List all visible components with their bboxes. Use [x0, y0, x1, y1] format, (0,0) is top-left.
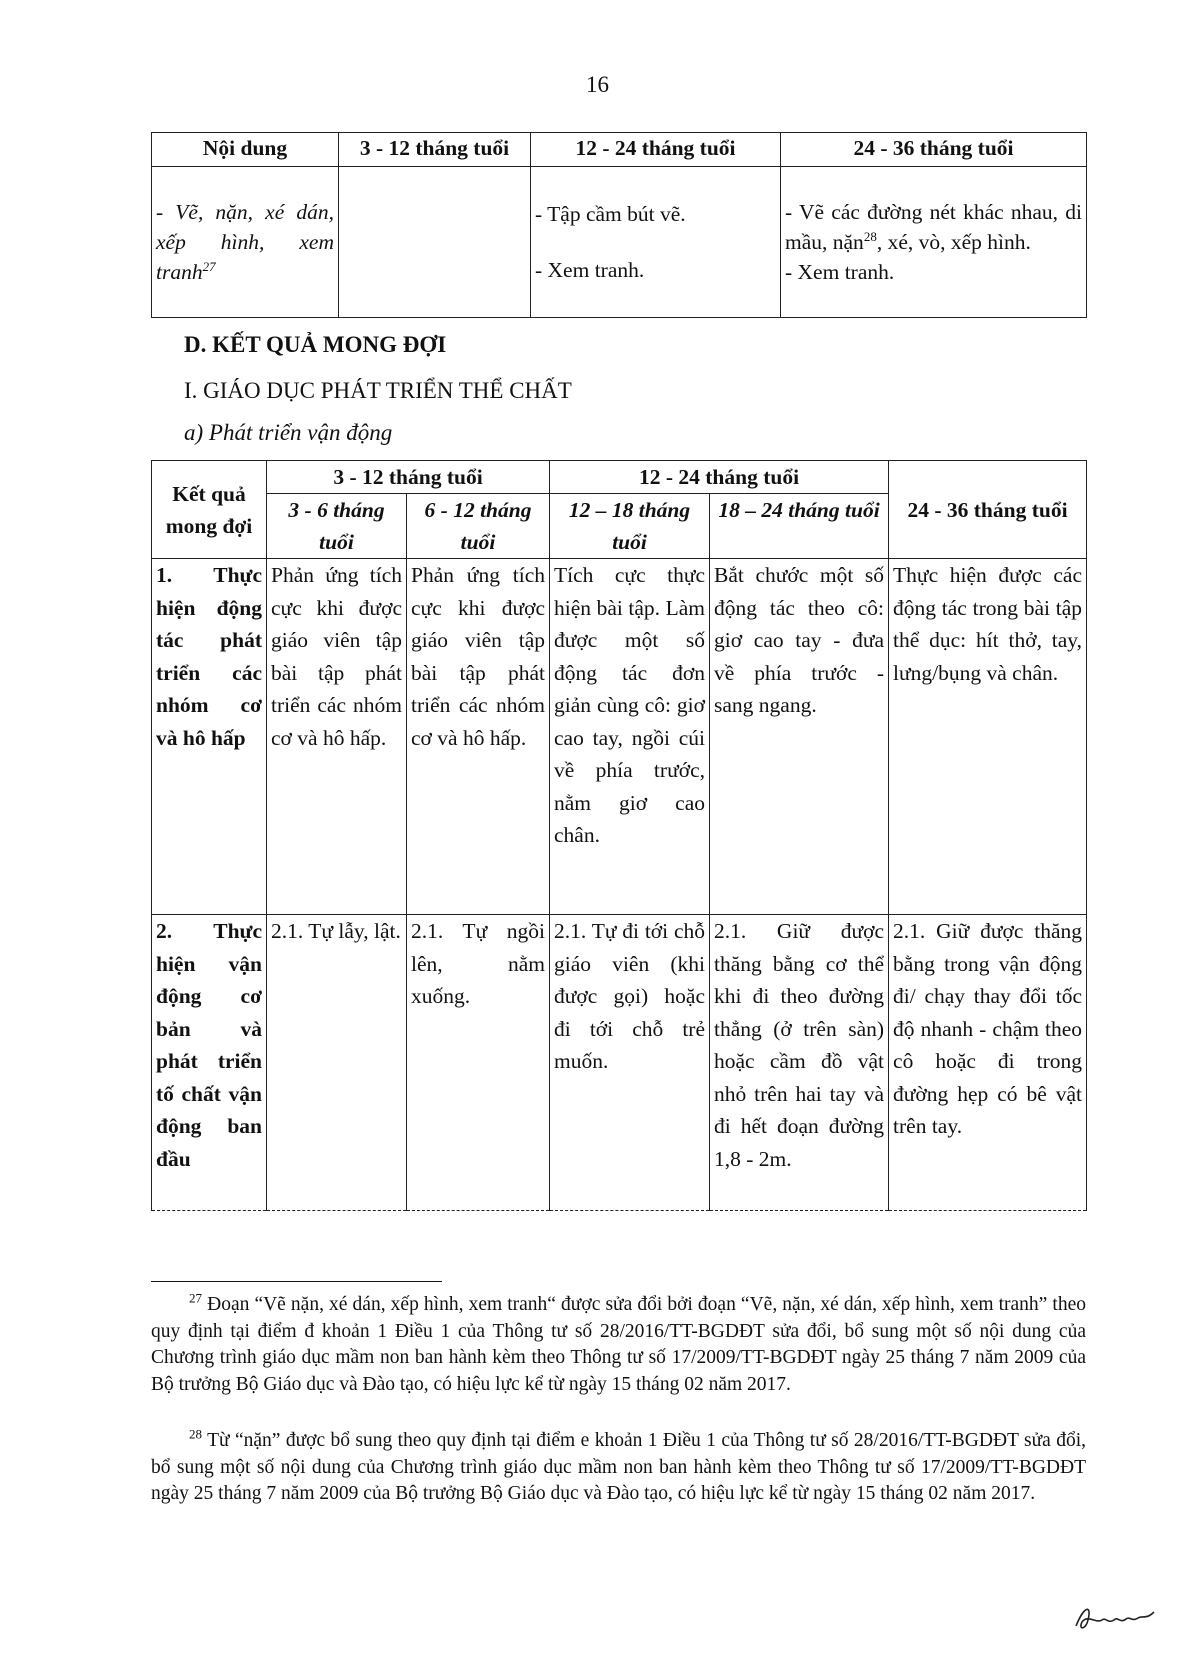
cell-text: , xé, vò, xếp hình.	[876, 230, 1031, 254]
cell-24-36	[781, 167, 1087, 318]
table-header-row	[152, 133, 1087, 167]
header-12-24: 12 - 24 tháng tuổi	[550, 461, 889, 494]
footnote-number: 28	[189, 1426, 202, 1442]
signature-initials	[1070, 1600, 1160, 1634]
section-heading-d: D. KẾT QUẢ MONG ĐỢI	[184, 332, 447, 357]
row-label: 1. Thực hiện động tác phát triển các nhóm cơ và hô hấp	[152, 559, 267, 915]
header-content: Nội dung	[152, 133, 339, 167]
content-cell	[152, 167, 339, 318]
cell: 2.1. Giữ được thăng bằng trong vận động đi/ chạy thay đổi tốc độ nhanh - chậm theo cô hoặc đi trong đường hẹp có bê vật trên tay.	[889, 915, 1087, 1211]
table-row	[152, 559, 1087, 915]
header-3-12: 3 - 12 tháng tuổi	[267, 461, 550, 494]
footnote-separator	[151, 1281, 442, 1282]
subheader-18-24: 18 – 24 tháng tuổi	[710, 494, 889, 559]
header-result: Kết quả mong đợi	[152, 461, 267, 559]
content-table	[151, 132, 1087, 318]
footnote-text: Đoạn “Vẽ nặn, xé dán, xếp hình, xem tranh“ được sửa đổi bởi đoạn “Vẽ, nặn, xé dán, xếp hình, xem tranh” theo quy định tại điểm đ khoản 1 Điều 1 của Thông tư số 28/2016/TT-BGDĐT sửa đổi, bổ sung một số nội dung của Chương trình giáo dục mầm non ban hành kèm theo Thông tư số 17/2009/TT-BGDĐT ngày 25 tháng 7 năm 2009 của Bộ trưởng Bộ Giáo dục và Đào tạo, có hiệu lực kể từ ngày 15 tháng 02 năm 2017.	[151, 1294, 1087, 1395]
table-row	[152, 915, 1087, 1211]
cell: Phản ứng tích cực khi được giáo viên tập bài tập phát triển các nhóm cơ và hô hấp.	[267, 559, 407, 915]
cell: Tích cực thực hiện bài tập. Làm được một số động tác đơn giản cùng cô: giơ cao tay, ngồi cúi về phía trước, nằm giơ cao chân.	[550, 559, 710, 915]
cell-line: - Xem tranh.	[535, 258, 645, 282]
expected-results-table	[151, 460, 1087, 1211]
header-3-12: 3 - 12 tháng tuổi	[339, 133, 531, 167]
cell-3-12	[339, 167, 531, 318]
row-label: 2. Thực hiện vận động cơ bản và phát triển tố chất vận động ban đầu	[152, 915, 267, 1211]
cell: 2.1. Tự ngồi lên, nằm xuống.	[407, 915, 550, 1211]
cell: Bắt chước một số động tác theo cô: giơ cao tay - đưa về phía trước - sang ngang.	[710, 559, 889, 915]
header-24-36: 24 - 36 tháng tuổi	[889, 461, 1087, 559]
footnote-number: 27	[189, 1290, 202, 1306]
subheader-6-12: 6 - 12 tháng tuổi	[407, 494, 550, 559]
footnote-ref: 27	[202, 258, 216, 274]
cell: Phản ứng tích cực khi được giáo viên tập bài tập phát triển các nhóm cơ và hô hấp.	[407, 559, 550, 915]
footnote-text: Từ “nặn” được bổ sung theo quy định tại điểm e khoản 1 Điều 1 của Thông tư số 28/2016/TT-BGDĐT sửa đổi, bổ sung một số nội dung của Chương trình giáo dục mầm non ban hành kèm theo Thông tư số 17/2009/TT-BGDĐT ngày 25 tháng 7 năm 2009 của Bộ trưởng Bộ Giáo dục và Đào tạo, có hiệu lực kể từ ngày 15 tháng 02 năm 2017.	[151, 1430, 1086, 1504]
table-row	[152, 167, 1087, 318]
header-24-36: 24 - 36 tháng tuổi	[781, 133, 1087, 167]
section-heading-i: I. GIÁO DỤC PHÁT TRIỂN THỂ CHẤT	[184, 378, 572, 403]
cell-line: - Xem tranh.	[785, 260, 895, 284]
cell-line: - Tập cầm bút vẽ.	[535, 202, 686, 226]
footnote-27	[151, 1292, 1086, 1398]
cell: Thực hiện được các động tác trong bài tập thể dục: hít thở, tay, lưng/bụng và chân.	[889, 559, 1087, 915]
subheader-3-6: 3 - 6 tháng tuổi	[267, 494, 407, 559]
footnote-ref: 28	[863, 228, 877, 244]
cell-12-24	[531, 167, 781, 318]
cell-text: - Vẽ các đường nét khác nhau, di mầu, nặn	[785, 200, 1082, 254]
cell: 2.1. Giữ được thăng bằng cơ thể khi đi theo đường thẳng (ở trên sàn) hoặc cầm đồ vật nhỏ trên hai tay và đi hết đoạn đường 1,8 - 2m.	[710, 915, 889, 1211]
content-text: - Vẽ, nặn, xé dán, xếp hình, xem tranh	[156, 200, 334, 284]
subheader-12-18: 12 – 18 tháng tuổi	[550, 494, 710, 559]
cell: 2.1. Tự lẫy, lật.	[267, 915, 407, 1211]
cell: 2.1. Tự đi tới chỗ giáo viên (khi được gọi) hoặc đi tới chỗ trẻ muốn.	[550, 915, 710, 1211]
footnote-28	[151, 1428, 1086, 1508]
header-12-24: 12 - 24 tháng tuổi	[531, 133, 781, 167]
table-header-row	[152, 461, 1087, 494]
subsection-heading-a: a) Phát triển vận động	[184, 420, 393, 445]
page-number: 16	[586, 72, 609, 97]
